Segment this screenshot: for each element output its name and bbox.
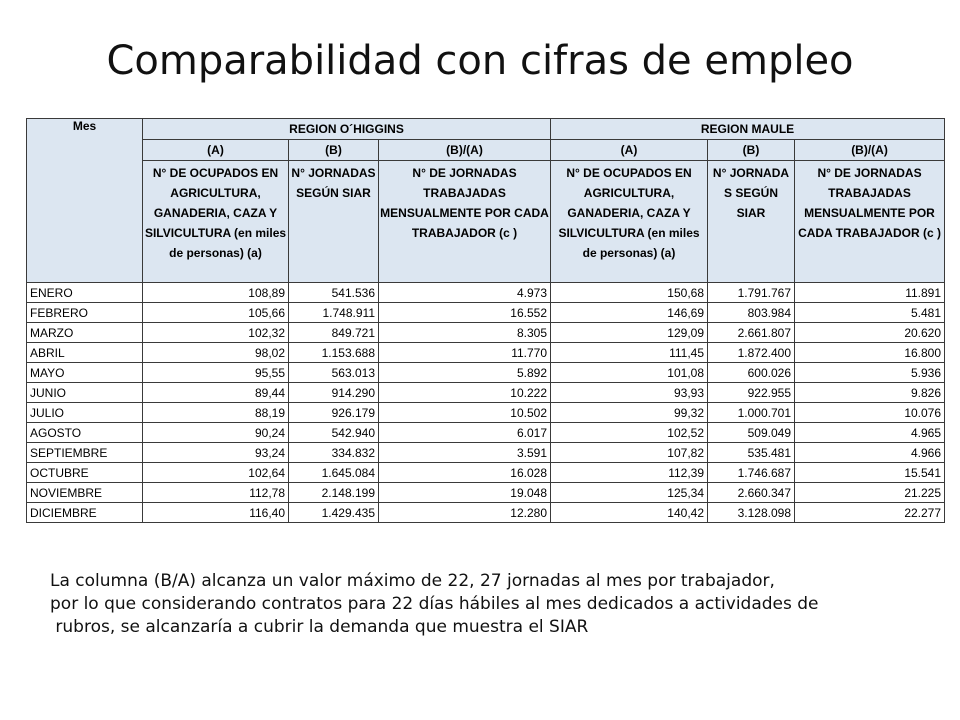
table-row xyxy=(27,323,945,343)
month-cell: ENERO xyxy=(27,283,143,303)
month-cell: JUNIO xyxy=(27,383,143,403)
month-cell: OCTUBRE xyxy=(27,463,143,483)
value-cell: 3.591 xyxy=(379,443,551,463)
col-code-a-ohiggins: (A) xyxy=(143,140,289,161)
table-row xyxy=(27,463,945,483)
value-cell: 1.153.688 xyxy=(289,343,379,363)
value-cell: 125,34 xyxy=(551,483,708,503)
region-ohiggins-header: REGION O´HIGGINS xyxy=(143,119,551,140)
value-cell: 10.222 xyxy=(379,383,551,403)
value-cell: 9.826 xyxy=(795,383,945,403)
value-cell: 541.536 xyxy=(289,283,379,303)
value-cell: 20.620 xyxy=(795,323,945,343)
region-header-row xyxy=(27,119,945,140)
column-code-row xyxy=(27,140,945,161)
value-cell: 334.832 xyxy=(289,443,379,463)
value-cell: 803.984 xyxy=(708,303,795,323)
value-cell: 2.148.199 xyxy=(289,483,379,503)
value-cell: 93,24 xyxy=(143,443,289,463)
value-cell: 926.179 xyxy=(289,403,379,423)
month-cell: MAYO xyxy=(27,363,143,383)
value-cell: 1.429.435 xyxy=(289,503,379,523)
value-cell: 4.973 xyxy=(379,283,551,303)
value-cell: 116,40 xyxy=(143,503,289,523)
value-cell: 10.502 xyxy=(379,403,551,423)
value-cell: 12.280 xyxy=(379,503,551,523)
value-cell: 15.541 xyxy=(795,463,945,483)
value-cell: 1.000.701 xyxy=(708,403,795,423)
value-cell: 922.955 xyxy=(708,383,795,403)
value-cell: 4.966 xyxy=(795,443,945,463)
col-desc-jornadas-mensual-ohiggins: N° DE JORNADAS TRABAJADAS MENSUALMENTE POR CADA TRABAJADOR (c ) xyxy=(379,161,551,283)
table-row xyxy=(27,383,945,403)
value-cell: 90,24 xyxy=(143,423,289,443)
value-cell: 11.770 xyxy=(379,343,551,363)
note-line: rubros, se alcanzaría a cubrir la demanda que muestra el SIAR xyxy=(50,617,589,637)
value-cell: 1.748.911 xyxy=(289,303,379,323)
value-cell: 509.049 xyxy=(708,423,795,443)
value-cell: 914.290 xyxy=(289,383,379,403)
col-desc-ocupados-ohiggins: N° DE OCUPADOS EN AGRICULTURA, GANADERIA, CAZA Y SILVICULTURA (en miles de personas) (a) xyxy=(143,161,289,283)
value-cell: 5.936 xyxy=(795,363,945,383)
slide-title: Comparabilidad con cifras de empleo xyxy=(106,38,854,84)
employment-table xyxy=(26,118,945,523)
note-line: por lo que considerando contratos para 22 días hábiles al mes dedicados a actividades de xyxy=(50,594,819,614)
col-code-b-ohiggins: (B) xyxy=(289,140,379,161)
table-row xyxy=(27,483,945,503)
value-cell: 150,68 xyxy=(551,283,708,303)
value-cell: 112,39 xyxy=(551,463,708,483)
value-cell: 849.721 xyxy=(289,323,379,343)
value-cell: 16.800 xyxy=(795,343,945,363)
value-cell: 99,32 xyxy=(551,403,708,423)
table-row xyxy=(27,283,945,303)
value-cell: 11.891 xyxy=(795,283,945,303)
month-cell: JULIO xyxy=(27,403,143,423)
value-cell: 2.661.807 xyxy=(708,323,795,343)
value-cell: 1.791.767 xyxy=(708,283,795,303)
col-desc-ocupados-maule: N° DE OCUPADOS EN AGRICULTURA, GANADERIA, CAZA Y SILVICULTURA (en miles de personas) (a) xyxy=(551,161,708,283)
month-cell: FEBRERO xyxy=(27,303,143,323)
col-desc-jornadas-maule: N° JORNADA S SEGÚN SIAR xyxy=(708,161,795,283)
value-cell: 1.872.400 xyxy=(708,343,795,363)
month-cell: NOVIEMBRE xyxy=(27,483,143,503)
column-desc-row xyxy=(27,161,945,283)
value-cell: 88,19 xyxy=(143,403,289,423)
table-row xyxy=(27,343,945,363)
value-cell: 2.660.347 xyxy=(708,483,795,503)
value-cell: 95,55 xyxy=(143,363,289,383)
value-cell: 146,69 xyxy=(551,303,708,323)
value-cell: 542.940 xyxy=(289,423,379,443)
value-cell: 5.481 xyxy=(795,303,945,323)
col-code-a-maule: (A) xyxy=(551,140,708,161)
table-row xyxy=(27,443,945,463)
table-row xyxy=(27,303,945,323)
value-cell: 102,32 xyxy=(143,323,289,343)
value-cell: 600.026 xyxy=(708,363,795,383)
value-cell: 16.028 xyxy=(379,463,551,483)
value-cell: 22.277 xyxy=(795,503,945,523)
value-cell: 6.017 xyxy=(379,423,551,443)
value-cell: 140,42 xyxy=(551,503,708,523)
month-cell: MARZO xyxy=(27,323,143,343)
value-cell: 102,64 xyxy=(143,463,289,483)
table-row xyxy=(27,363,945,383)
col-code-ba-maule: (B)/(A) xyxy=(795,140,945,161)
value-cell: 101,08 xyxy=(551,363,708,383)
value-cell: 535.481 xyxy=(708,443,795,463)
month-cell: SEPTIEMBRE xyxy=(27,443,143,463)
month-cell: ABRIL xyxy=(27,343,143,363)
value-cell: 89,44 xyxy=(143,383,289,403)
value-cell: 105,66 xyxy=(143,303,289,323)
table-row xyxy=(27,503,945,523)
mes-header: Mes xyxy=(27,119,143,283)
value-cell: 102,52 xyxy=(551,423,708,443)
value-cell: 98,02 xyxy=(143,343,289,363)
value-cell: 107,82 xyxy=(551,443,708,463)
value-cell: 563.013 xyxy=(289,363,379,383)
value-cell: 111,45 xyxy=(551,343,708,363)
value-cell: 112,78 xyxy=(143,483,289,503)
value-cell: 108,89 xyxy=(143,283,289,303)
table-row xyxy=(27,423,945,443)
value-cell: 16.552 xyxy=(379,303,551,323)
value-cell: 1.645.084 xyxy=(289,463,379,483)
value-cell: 5.892 xyxy=(379,363,551,383)
note-text xyxy=(50,570,950,639)
value-cell: 10.076 xyxy=(795,403,945,423)
value-cell: 21.225 xyxy=(795,483,945,503)
value-cell: 129,09 xyxy=(551,323,708,343)
value-cell: 1.746.687 xyxy=(708,463,795,483)
region-maule-header: REGION MAULE xyxy=(551,119,945,140)
value-cell: 3.128.098 xyxy=(708,503,795,523)
value-cell: 8.305 xyxy=(379,323,551,343)
month-cell: AGOSTO xyxy=(27,423,143,443)
table-body xyxy=(27,283,945,523)
table-row xyxy=(27,403,945,423)
col-code-ba-ohiggins: (B)/(A) xyxy=(379,140,551,161)
month-cell: DICIEMBRE xyxy=(27,503,143,523)
col-desc-jornadas-mensual-maule: N° DE JORNADAS TRABAJADAS MENSUALMENTE POR CADA TRABAJADOR (c ) xyxy=(795,161,945,283)
note-line: La columna (B/A) alcanza un valor máximo de 22, 27 jornadas al mes por trabajador, xyxy=(50,571,775,591)
value-cell: 4.965 xyxy=(795,423,945,443)
value-cell: 19.048 xyxy=(379,483,551,503)
col-desc-jornadas-ohiggins: N° JORNADAS SEGÚN SIAR xyxy=(289,161,379,283)
col-code-b-maule: (B) xyxy=(708,140,795,161)
value-cell: 93,93 xyxy=(551,383,708,403)
